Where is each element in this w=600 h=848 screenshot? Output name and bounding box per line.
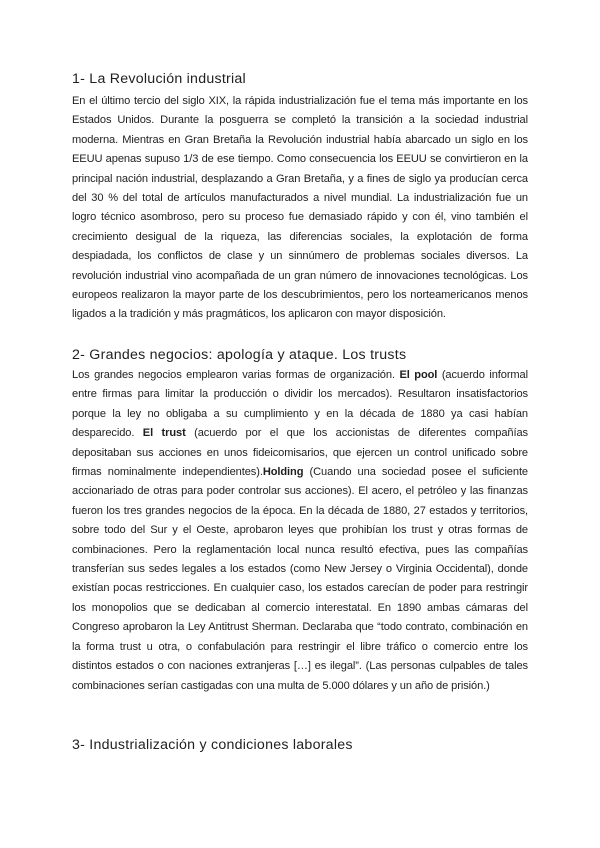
trust-definition-text: (acuerdo por el que los accionistas de diferentes compañías depositaban sus acciones en unos fideicomisarios, que ejercen un control unificado sobre firmas nominalmente independientes). xyxy=(72,427,528,479)
section-paragraph-grandes-negocios xyxy=(72,366,528,696)
section-paragraph-revolucion-industrial: En el último tercio del siglo XIX, la rápida industrialización fue el tema más importante en los Estados Unidos. Durante la posguerra se completó la transición a la sociedad industrial moderna. Mientras en Gran Bretaña la Revolución industrial había abarcado un siglo en los EEUU apenas supuso 1/3 de ese tiempo. Como consecuencia los EEUU se convirtieron en la principal nación industrial, desplazando a Gran Bretaña, y a fines de siglo ya producían cerca del 30 % del total de artículos manufacturados a nivel mundial. La industrialización fue un logro técnico asombroso, pero su proceso fue demasiado rápido y con él, vino también el crecimiento desigual de la riqueza, las diferencias sociales, la explotación de forma despiadada, los conflictos de clase y un sinnúmero de problemas sociales diversos. La revolución industrial vino acompañada de un gran número de innovaciones tecnológicas. Los europeos realizaron la mayor parte de los descubrimientos, pero los norteamericanos menos ligados a la tradición y más pragmáticos, los aplicaron con mayor disposición. xyxy=(72,95,528,321)
section-heading-grandes-negocios: 2- Grandes negocios: apología y ataque. Los trusts xyxy=(72,347,407,363)
term-pool: El pool xyxy=(399,369,438,381)
section-heading-revolucion-industrial: 1- La Revolución industrial xyxy=(72,71,246,87)
term-holding: Holding xyxy=(262,466,304,479)
pool-definition-text: (acuerdo informal entre firmas para limitar la producción o dividir los mercados). Resultaron insatisfactorios porque la ley no obligaba a su cumplimiento y en la década de 1880 ya casi habían desparecido. xyxy=(72,369,528,440)
paragraph-intro-text: Los grandes negocios emplearon varias formas de organización. xyxy=(72,369,400,381)
holding-definition-text: (Cuando una sociedad posee el suficiente accionariado de otras para poder controlar sus acciones). El acero, el petróleo y las finanzas fueron los tres grandes negocios de la época. En la década de 1880, 27 estados y territorios, sobre todo del Sur y el Oeste, aprobaron leyes que prohibían los trust y otras formas de combinaciones. Pero la reglamentación local nunca resultó efectiva, pues las compañías transferían sus sedes legales a los estados (como New Jersey o Virginia Occidental), donde existían pocas restricciones. En cualquier caso, los estados carecían de poder para restringir los monopolios que se dedicaban al comercio interestatal. En 1890 ambas cámaras del Congreso aprobaron la Ley Antitrust Sherman. Declaraba que “todo contrato, combinación en la forma trust u otra, o confabulación para restringir el libre tráfico o comercio entre los distintos estados o con naciones extranjeras […] es ilegal”. (Las personas culpables de tales combinaciones serían castigadas con una multa de 5.000 dólares y un año de prisión.) xyxy=(72,466,528,692)
section-heading-industrializacion-condiciones-laborales: 3- Industrialización y condiciones laborales xyxy=(72,737,353,753)
term-trust: El trust xyxy=(142,427,186,440)
